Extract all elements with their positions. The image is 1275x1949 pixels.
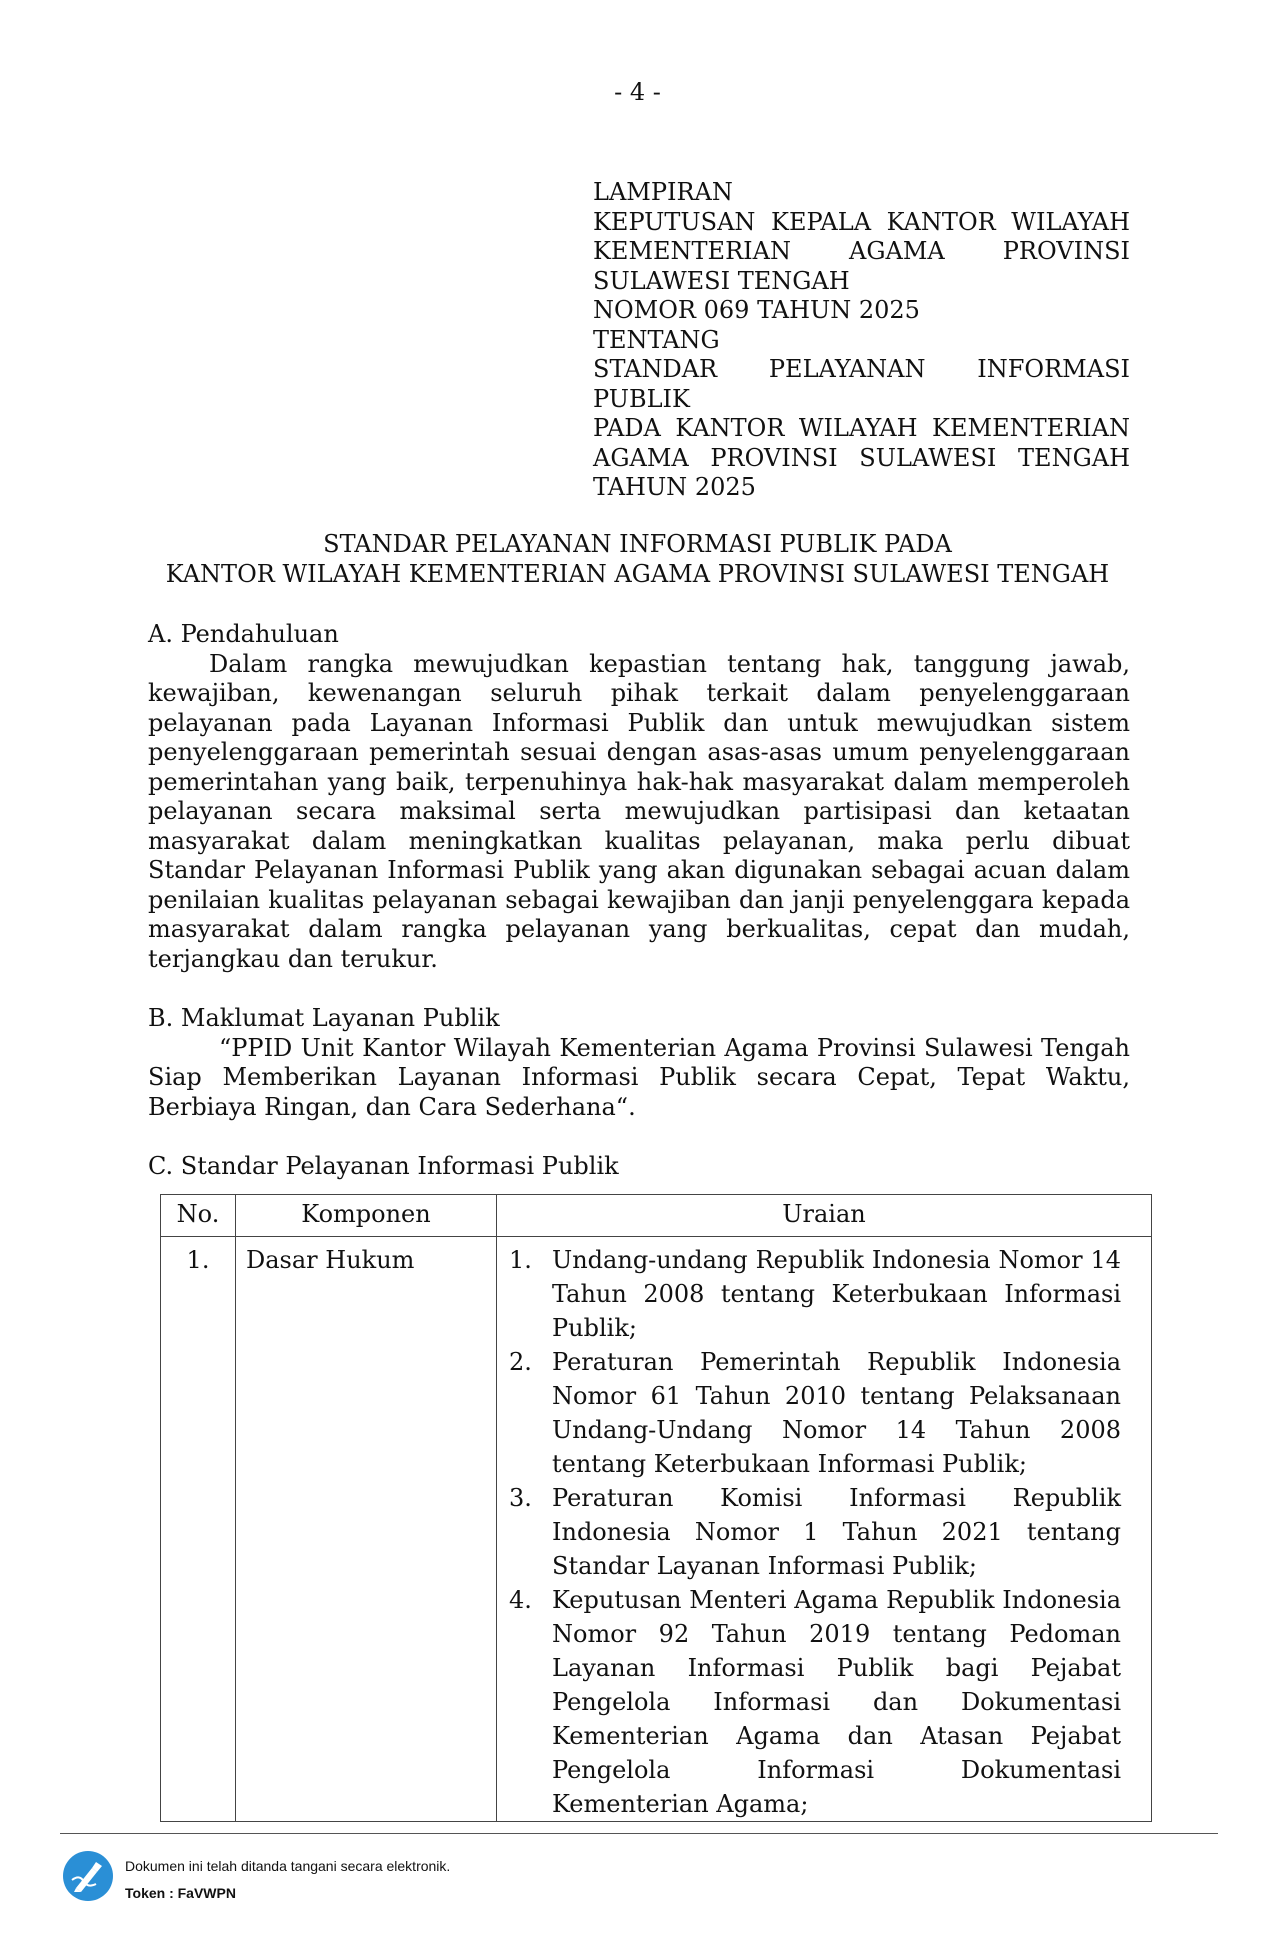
row-no: 1.	[161, 1237, 236, 1822]
section-c	[148, 1152, 1130, 1182]
table-header-komponen: Komponen	[236, 1195, 497, 1237]
document-title-line: STANDAR PELAYANAN INFORMASI PUBLIK PADA	[323, 530, 952, 558]
page-number: - 4 -	[614, 78, 661, 106]
section-b-body: “PPID Unit Kantor Wilayah Kementerian Agama Provinsi Sulawesi Tengah Siap Memberikan Layanan Informasi Publik secara Cepat, Tepat Waktu, Berbiaya Ringan, dan Cara Sederhana“.	[148, 1033, 1130, 1121]
lampiran-line: STANDAR PELAYANAN INFORMASI PUBLIK	[593, 355, 1130, 413]
footer-token: Token : FaVWPN	[125, 1885, 236, 1901]
lampiran-line: TAHUN 2025	[593, 473, 756, 501]
section-a	[148, 620, 1130, 974]
table-row	[161, 1237, 1152, 1822]
document-title-line: KANTOR WILAYAH KEMENTERIAN AGAMA PROVINSI SULAWESI TENGAH	[165, 559, 1110, 588]
lampiran-line: SULAWESI TENGAH	[593, 266, 850, 295]
list-item-text: Peraturan Pemerintah Republik Indonesia Nomor 61 Tahun 2010 tentang Pelaksanaan Undang-Undang Nomor 14 Tahun 2008 tentang Keterbukaan Informasi Publik;	[552, 1348, 1121, 1478]
footer-divider	[60, 1833, 1218, 1834]
row-komponen: Dasar Hukum	[236, 1237, 497, 1822]
document-title	[0, 530, 1275, 589]
lampiran-line: KEPUTUSAN KEPALA KANTOR WILAYAH	[593, 207, 1130, 236]
table-header-row	[161, 1195, 1152, 1237]
lampiran-line: PADA KANTOR WILAYAH KEMENTERIAN	[593, 414, 1130, 442]
section-a-heading: A. Pendahuluan	[148, 620, 339, 648]
e-signature-pen-icon	[62, 1850, 114, 1902]
legal-basis-list	[509, 1243, 1121, 1821]
footer-signature-note: Dokumen ini telah ditanda tangani secara elektronik.	[125, 1858, 451, 1874]
table-header-no: No.	[161, 1195, 236, 1237]
list-item-text: Keputusan Menteri Agama Republik Indonesia Nomor 92 Tahun 2019 tentang Pedoman Layanan Informasi Publik bagi Pejabat Pengelola Informasi dan Dokumentasi Kementerian Agama dan Atasan Pejabat Pengelola Informasi Dokumentasi Kementerian Agama;	[552, 1586, 1121, 1818]
row-uraian	[497, 1237, 1152, 1822]
list-item	[509, 1481, 1121, 1583]
section-a-body: Dalam rangka mewujudkan kepastian tentang hak, tanggung jawab, kewajiban, kewenangan seluruh pihak terkait dalam penyelenggaraan pelayanan pada Layanan Informasi Publik dan untuk mewujudkan sistem penyelenggaraan pemerintah sesuai dengan asas-asas umum penyelenggaraan pemerintahan yang baik, terpenuhinya hak-hak masyarakat dalam memperoleh pelayanan secara maksimal serta mewujudkan partisipasi dan ketaatan masyarakat dalam meningkatkan kualitas pelayanan, maka perlu dibuat Standar Pelayanan Informasi Publik yang akan digunakan sebagai acuan dalam penilaian kualitas pelayanan sebagai kewajiban dan janji penyelenggara kepada masyarakat dalam rangka pelayanan yang berkualitas, cepat dan mudah, terjangkau dan terukur.	[148, 649, 1130, 973]
section-c-heading: C. Standar Pelayanan Informasi Publik	[148, 1152, 619, 1180]
lampiran-line: AGAMA PROVINSI SULAWESI TENGAH	[593, 443, 1130, 472]
list-item-number: 1.	[509, 1246, 532, 1274]
lampiran-line: LAMPIRAN	[593, 178, 733, 206]
list-item-number: 4.	[509, 1586, 532, 1614]
section-b-heading: B. Maklumat Layanan Publik	[148, 1004, 500, 1032]
lampiran-line: TENTANG	[593, 325, 720, 354]
standard-table	[160, 1194, 1152, 1822]
list-item	[509, 1583, 1121, 1821]
list-item-number: 3.	[509, 1484, 532, 1512]
list-item	[509, 1345, 1121, 1481]
table-header-uraian: Uraian	[497, 1195, 1152, 1237]
list-item-text: Undang-undang Republik Indonesia Nomor 14 Tahun 2008 tentang Keterbukaan Informasi Publik;	[552, 1246, 1121, 1342]
list-item-text: Peraturan Komisi Informasi Republik Indonesia Nomor 1 Tahun 2021 tentang Standar Layanan Informasi Publik;	[552, 1484, 1121, 1580]
lampiran-header	[593, 178, 1130, 503]
lampiran-line: KEMENTERIAN AGAMA PROVINSI	[593, 237, 1130, 265]
list-item-number: 2.	[509, 1348, 532, 1376]
lampiran-line: NOMOR 069 TAHUN 2025	[593, 296, 920, 324]
section-b	[148, 1004, 1130, 1122]
list-item	[509, 1243, 1121, 1345]
